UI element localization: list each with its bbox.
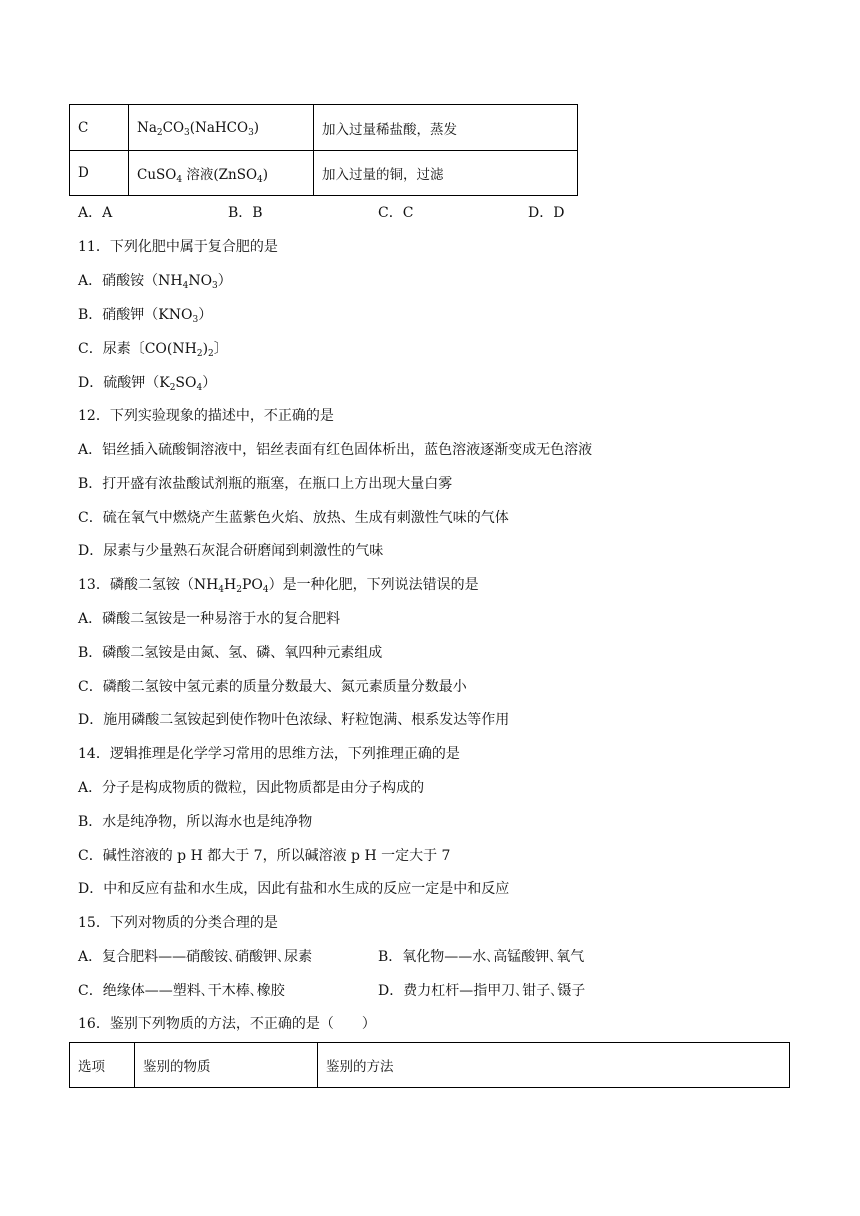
q11-option-c [78, 339, 228, 359]
method-text: 加入过量稀盐酸，蒸发 [322, 121, 457, 138]
text-part: ) [253, 119, 260, 136]
q13-option-a: A．磷酸二氢铵是一种易溶于水的复合肥料 [78, 611, 341, 627]
text-part: NO [188, 273, 213, 289]
q12-option-d: D．尿素与少量熟石灰混合研磨闻到刺激性的气味 [78, 543, 384, 559]
q11-option-d [78, 373, 216, 393]
text-part: ）是一种化肥，下列说法错误的是 [268, 577, 479, 593]
table-cell [70, 151, 129, 196]
q14-option-c: C．碱性溶液的 p H 都大于 7，所以碱溶液 p H 一定大于 7 [78, 848, 451, 864]
text-part: Na [137, 119, 157, 136]
q16-stem: 16．鉴别下列物质的方法，不正确的是（ ） [78, 1016, 376, 1032]
q12-stem: 12．下列实验现象的描述中，不正确的是 [78, 408, 334, 424]
substance-text [137, 167, 268, 183]
table-row [70, 105, 578, 151]
subscript: 2 [196, 349, 203, 359]
q11-option-a [78, 271, 232, 291]
q12-option-c: C．硫在氧气中燃烧产生蓝紫色火焰、放热、生成有刺激性气味的气体 [78, 510, 509, 526]
subscript: 2 [156, 127, 163, 138]
q15-option-c: C．绝缘体——塑料､干木棒､橡胶 [78, 983, 285, 999]
subscript: 3 [212, 281, 218, 291]
q14-option-a: A．分子是构成物质的微粒，因此物质都是由分子构成的 [78, 780, 425, 796]
q14-option-d: D．中和反应有盐和水生成，因此有盐和水生成的反应一定是中和反应 [78, 881, 510, 897]
q15-option-a: A．复合肥料——硝酸铵､硝酸钾､尿素 [78, 949, 313, 965]
reagent-table [69, 104, 578, 196]
q10-option-d: D．D [528, 205, 565, 221]
q10-option-a: A．A [78, 205, 113, 221]
subscript: 4 [218, 585, 225, 595]
text-part: B．硝酸钾（KNO [78, 307, 193, 323]
table-cell [70, 105, 129, 151]
text-part: PO [241, 577, 263, 593]
text-part: CuSO [137, 167, 177, 183]
subscript: 3 [248, 127, 254, 138]
subscript: 3 [192, 315, 199, 325]
table-header-cell: 选项 [70, 1043, 135, 1088]
q13-option-b: B．磷酸二氢铵是由氮、氢、磷、氧四种元素组成 [78, 645, 383, 661]
q11-option-b [78, 305, 212, 325]
q11-stem: 11．下列化肥中属于复合肥的是 [78, 239, 278, 255]
table-cell [129, 105, 314, 151]
text-part: (NaHCO [189, 119, 249, 136]
q12-option-b: B．打开盛有浓盐酸试剂瓶的瓶塞，在瓶口上方出现大量白雾 [78, 476, 453, 492]
q13-stem [78, 575, 479, 595]
q13-option-d: D．施用磷酸二氢铵起到使作物叶色浓绿、籽粒饱满、根系发达等作用 [78, 712, 510, 728]
text-part: 溶液(ZnSO [182, 167, 258, 183]
substance-text [137, 120, 259, 136]
option-label: D [78, 165, 89, 181]
subscript: 4 [176, 175, 183, 185]
text-part: D．硫酸钾（K [78, 375, 170, 391]
q15-option-d: D．费力杠杆—指甲刀､钳子､镊子 [378, 983, 586, 999]
text-part: ) [202, 341, 209, 357]
table-row [70, 151, 578, 196]
q14-stem: 14．逻辑推理是化学学习常用的思维方法，下列推理正确的是 [78, 746, 460, 762]
table-cell [314, 151, 578, 196]
option-label: C [78, 119, 89, 136]
identification-table [69, 1042, 790, 1088]
q12-option-a: A．铝丝插入硫酸铜溶液中，铝丝表面有红色固体析出，蓝色溶液逐渐变成无色溶液 [78, 442, 593, 458]
q14-option-b: B．水是纯净物，所以海水也是纯净物 [78, 814, 313, 830]
text-part: H [224, 577, 237, 593]
text-part: C．尿素〔CO(NH [78, 341, 197, 357]
text-part: ) [262, 167, 269, 183]
text-part: 〕 [213, 341, 228, 357]
subscript: 4 [182, 281, 189, 291]
text-part: SO [175, 375, 197, 391]
q13-option-c: C．磷酸二氢铵中氢元素的质量分数最大、氮元素质量分数最小 [78, 679, 467, 695]
method-text: 加入过量的铜，过滤 [322, 167, 444, 183]
subscript: 4 [262, 585, 269, 595]
text-part: A．硝酸铵（NH [78, 273, 183, 289]
table-header-row [70, 1043, 790, 1088]
text-part: ） [217, 273, 232, 289]
subscript: 2 [236, 585, 242, 595]
subscript: 2 [169, 383, 176, 393]
subscript: 4 [196, 383, 203, 393]
text-part: ） [202, 375, 217, 391]
subscript: 3 [184, 127, 190, 138]
q15-stem: 15．下列对物质的分类合理的是 [78, 915, 278, 931]
text-part: ） [198, 307, 213, 323]
table-cell [314, 105, 578, 151]
q10-option-b: B．B [228, 205, 263, 221]
table-cell [129, 151, 314, 196]
q10-option-c: C．C [378, 205, 414, 221]
subscript: 4 [257, 175, 263, 185]
text-part: CO [162, 119, 185, 136]
table-header-cell: 鉴别的物质 [135, 1043, 318, 1088]
subscript: 2 [208, 349, 214, 359]
text-part: 13．磷酸二氢铵（NH [78, 577, 219, 593]
table-header-cell: 鉴别的方法 [318, 1043, 790, 1088]
q15-option-b: B．氧化物——水､高锰酸钾､氧气 [378, 949, 585, 965]
